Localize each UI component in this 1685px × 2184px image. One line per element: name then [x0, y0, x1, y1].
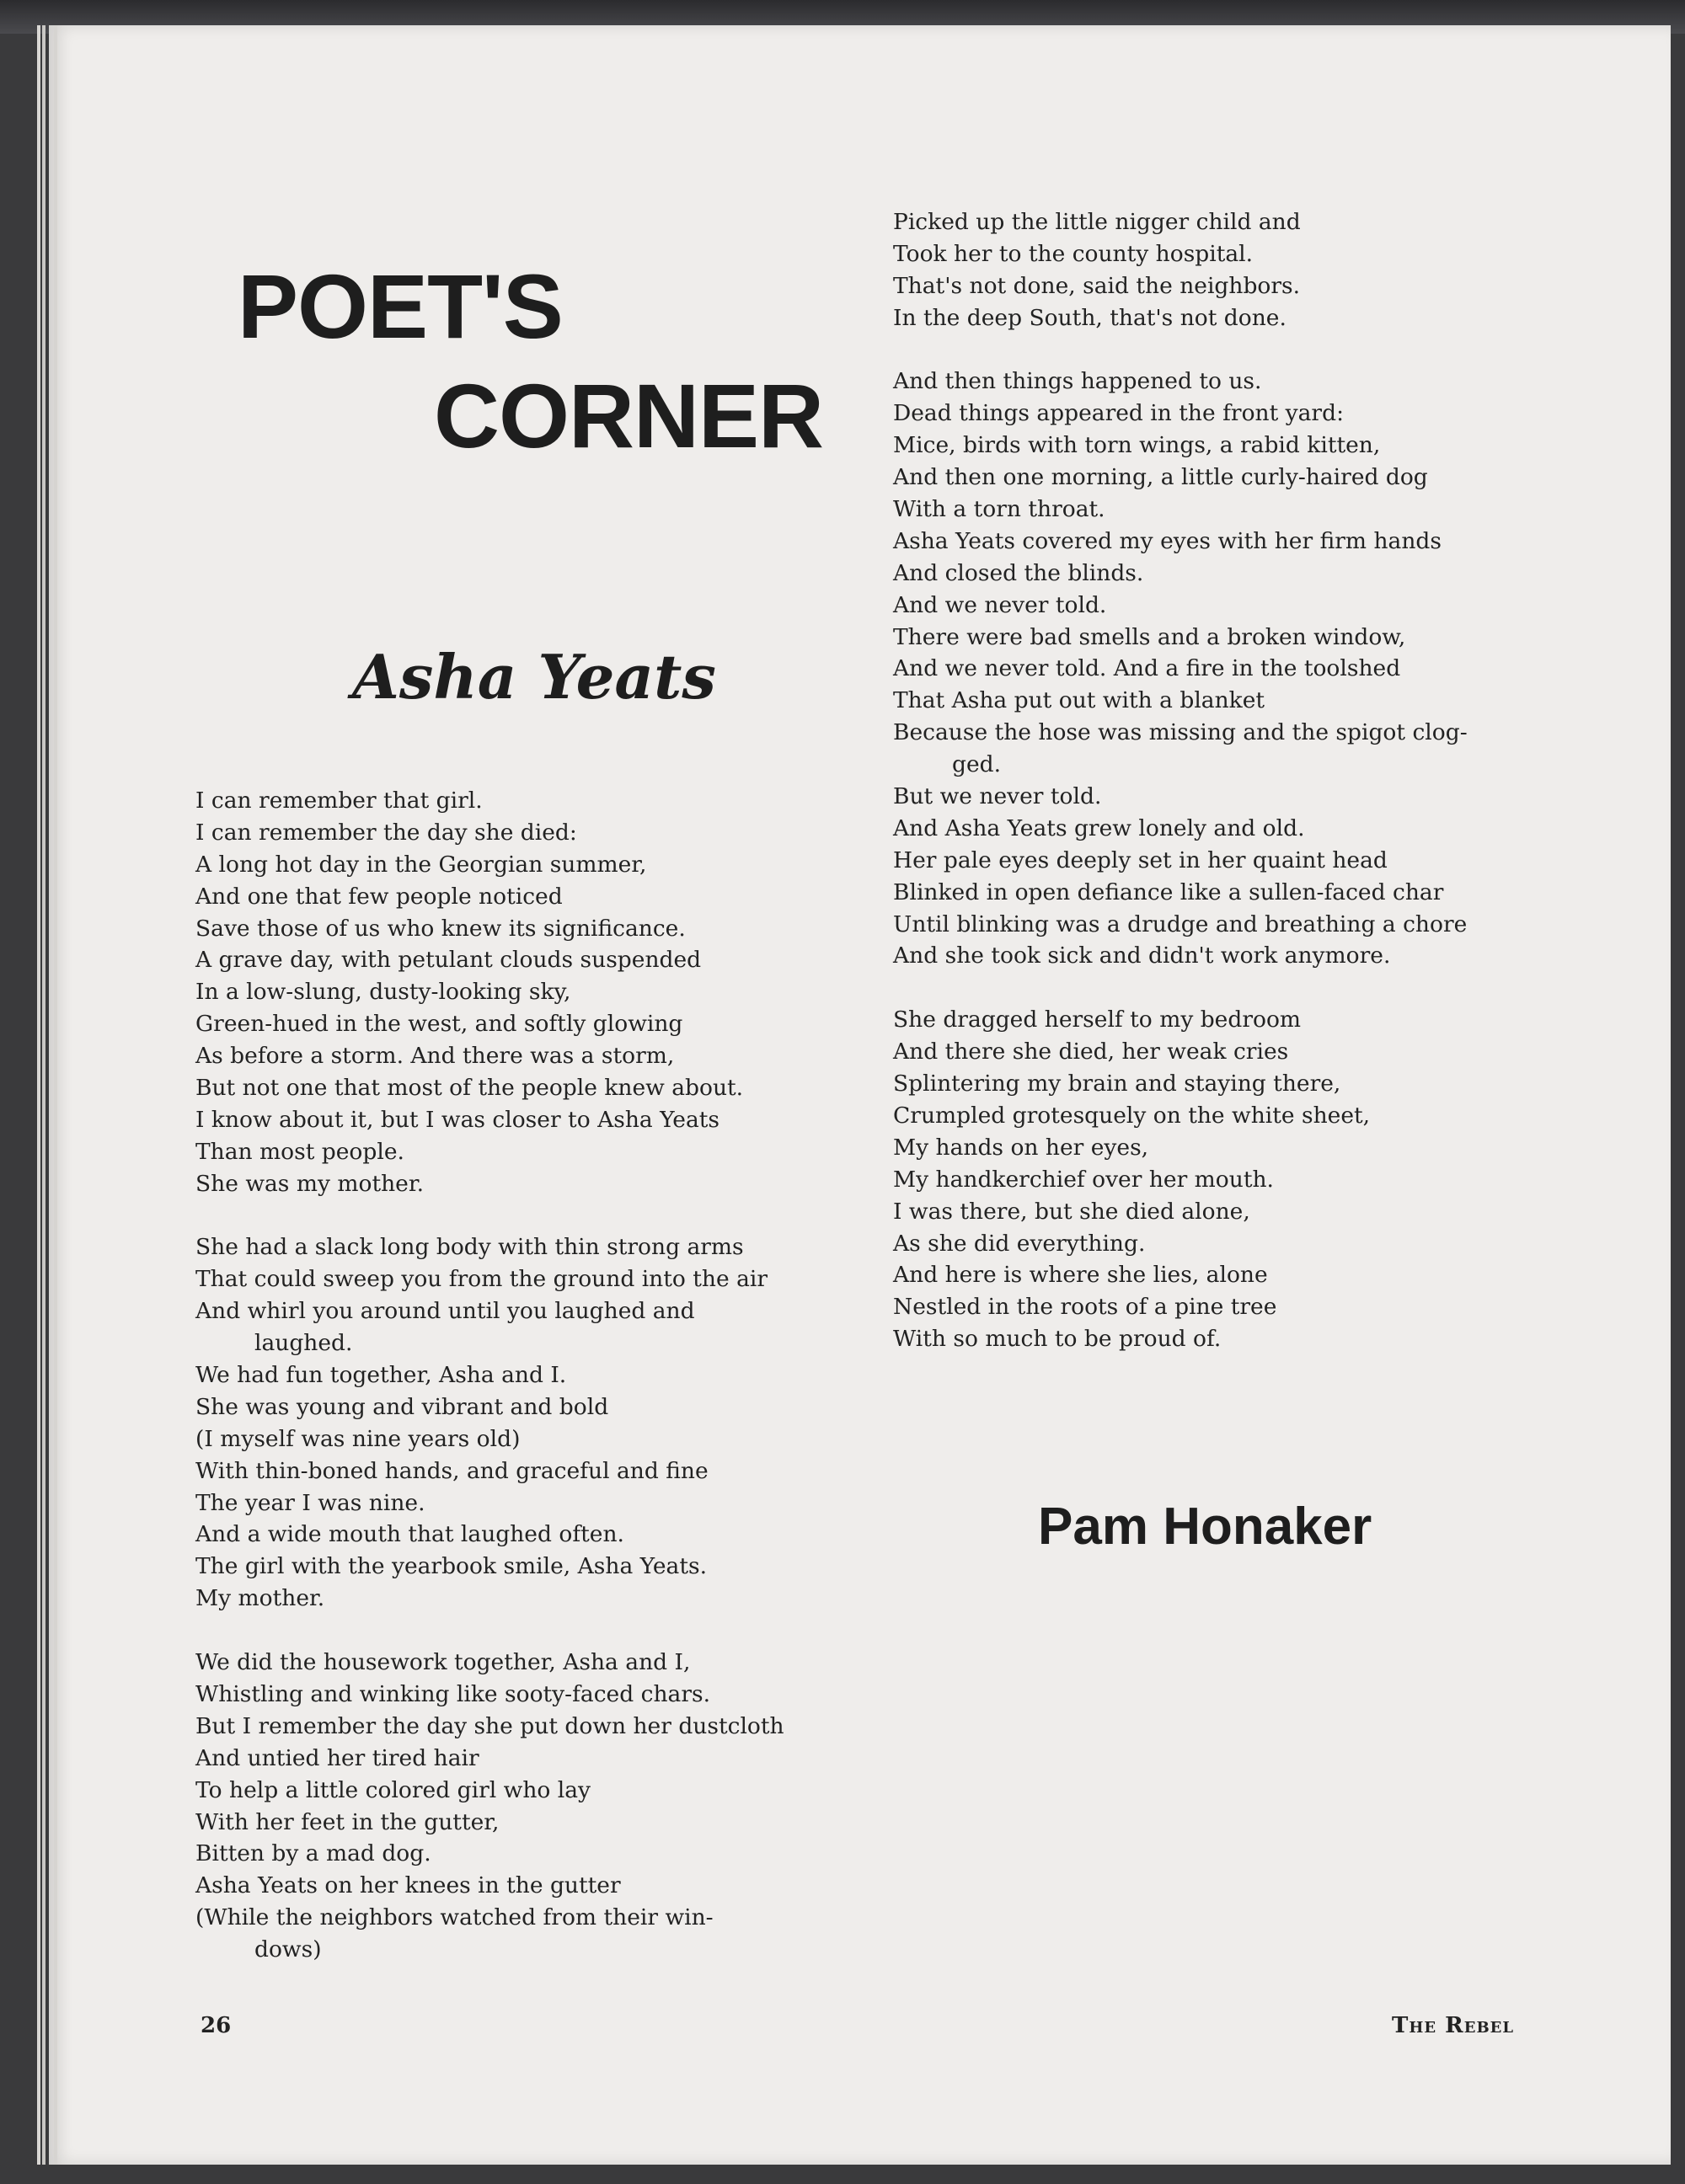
poem-line: That's not done, said the neighbors.	[893, 272, 1301, 299]
poem-line: And whirl you around until you laughed and	[195, 1298, 695, 1325]
poem-line: And one that few people noticed	[195, 883, 563, 910]
poem-line: Blinked in open defiance like a sullen-faced char	[893, 878, 1444, 905]
poem-line: As before a storm. And there was a storm,	[195, 1043, 675, 1070]
poem-line: dows)	[254, 1936, 322, 1963]
poem-line: Her pale eyes deeply set in her quaint head	[893, 846, 1388, 873]
poem-line: With so much to be proud of.	[893, 1326, 1222, 1353]
poem-line: That Asha put out with a blanket	[893, 687, 1265, 714]
poem-line: (While the neighbors watched from their win-	[195, 1904, 714, 1931]
poem-line: She had a slack long body with thin strong arms	[195, 1234, 744, 1261]
poem-line: Asha Yeats covered my eyes with her firm hands	[893, 527, 1442, 554]
poem-title-asha-yeats: Asha Yeats	[352, 641, 716, 713]
poem-line: My handkerchief over her mouth.	[893, 1166, 1274, 1193]
poem-line: (I myself was nine years old)	[195, 1425, 521, 1452]
section-title-line-2: CORNER	[434, 365, 824, 467]
page-number: 26	[201, 2013, 232, 2038]
poem-line: Whistling and winking like sooty-faced chars.	[195, 1680, 711, 1707]
poem-line: Asha Yeats on her knees in the gutter	[195, 1872, 621, 1899]
poem-line: But we never told.	[893, 783, 1102, 810]
poem-line: I know about it, but I was closer to Asha Yeats	[195, 1106, 720, 1133]
publication-name: The Rebel	[1392, 2013, 1515, 2038]
poem-line: laughed.	[254, 1330, 353, 1357]
poem-line: And there she died, her weak cries	[893, 1039, 1289, 1065]
poem-line: Dead things appeared in the front yard:	[893, 400, 1344, 427]
poem-line: A long hot day in the Georgian summer,	[195, 851, 647, 878]
section-title-line-1: POET'S	[238, 255, 563, 357]
poem-line: In the deep South, that's not done.	[893, 304, 1286, 331]
poem-line: That could sweep you from the ground into the air	[195, 1266, 768, 1293]
stanza-break	[195, 1200, 844, 1232]
poem-line: She was young and vibrant and bold	[195, 1393, 609, 1420]
poem-line: To help a little colored girl who lay	[195, 1776, 591, 1803]
page-edge	[37, 25, 40, 2165]
poem-line: And untied her tired hair	[195, 1744, 479, 1771]
poem-line: The girl with the yearbook smile, Asha Yeats.	[195, 1553, 708, 1580]
poem-line: With thin-boned hands, and graceful and fine	[195, 1457, 709, 1484]
poem-line: We had fun together, Asha and I.	[195, 1362, 567, 1389]
poem-line: My hands on her eyes,	[893, 1134, 1149, 1161]
poem-line: And a wide mouth that laughed often.	[195, 1521, 624, 1548]
poem-line: ged.	[952, 751, 1002, 778]
poem-line: And we never told. And a fire in the toolshed	[893, 655, 1401, 682]
poem-line: I was there, but she died alone,	[893, 1198, 1250, 1225]
poem-line: Picked up the little nigger child and	[893, 209, 1301, 235]
poem-line: She dragged herself to my bedroom	[893, 1007, 1302, 1033]
poem-line: Splintering my brain and staying there,	[893, 1071, 1341, 1097]
poet-byline: Pam Honaker	[1038, 1498, 1372, 1556]
poem-line: And then one morning, a little curly-haired dog	[893, 464, 1428, 491]
poem-line: With her feet in the gutter,	[195, 1808, 500, 1835]
poem-line: And here is where she lies, alone	[893, 1262, 1268, 1289]
poem-line: I can remember that girl.	[195, 788, 483, 814]
poem-line: Bitten by a mad dog.	[195, 1840, 431, 1867]
poem-column-left	[195, 785, 844, 1966]
poem-line: There were bad smells and a broken window,	[893, 623, 1406, 650]
page-edge	[42, 25, 45, 2165]
poem-line: Green-hued in the west, and softly glowing	[195, 1011, 683, 1038]
poem-line: Until blinking was a drudge and breathing a chore	[893, 910, 1468, 937]
poem-line: We did the housework together, Asha and I,	[195, 1649, 691, 1676]
poem-line: With a torn throat.	[893, 496, 1105, 523]
poem-line: Mice, birds with torn wings, a rabid kitten,	[893, 432, 1381, 459]
poem-line: And then things happened to us.	[893, 368, 1262, 395]
poem-line: In a low-slung, dusty-looking sky,	[195, 979, 571, 1006]
poem-line: She was my mother.	[195, 1170, 425, 1197]
stanza-break	[893, 334, 1542, 366]
poem-line: Crumpled grotesquely on the white sheet,	[893, 1102, 1371, 1129]
stanza-break	[893, 972, 1542, 1004]
poem-line: And Asha Yeats grew lonely and old.	[893, 814, 1305, 841]
poem-line: Than most people.	[195, 1138, 404, 1165]
poem-line: The year I was nine.	[195, 1489, 425, 1516]
poem-line: My mother.	[195, 1585, 325, 1612]
poem-line: Because the hose was missing and the spigot clog-	[893, 719, 1468, 746]
poem-line: But I remember the day she put down her dustcloth	[195, 1712, 784, 1739]
poem-line: And we never told.	[893, 591, 1107, 618]
poem-line: I can remember the day she died:	[195, 819, 577, 846]
poem-line: Took her to the county hospital.	[893, 240, 1254, 267]
poem-line: A grave day, with petulant clouds suspended	[195, 947, 702, 974]
poem-line: But not one that most of the people knew about.	[195, 1075, 744, 1102]
poem-line: Nestled in the roots of a pine tree	[893, 1294, 1277, 1321]
stanza-break	[195, 1615, 844, 1647]
poem-column-right	[893, 206, 1542, 1355]
poem-line: As she did everything.	[893, 1230, 1146, 1257]
poem-line: Save those of us who knew its significance.	[195, 915, 686, 942]
poem-line: And she took sick and didn't work anymore.	[893, 942, 1391, 969]
poem-line: And closed the blinds.	[893, 559, 1144, 586]
page-gutter-shadow	[54, 25, 57, 2165]
